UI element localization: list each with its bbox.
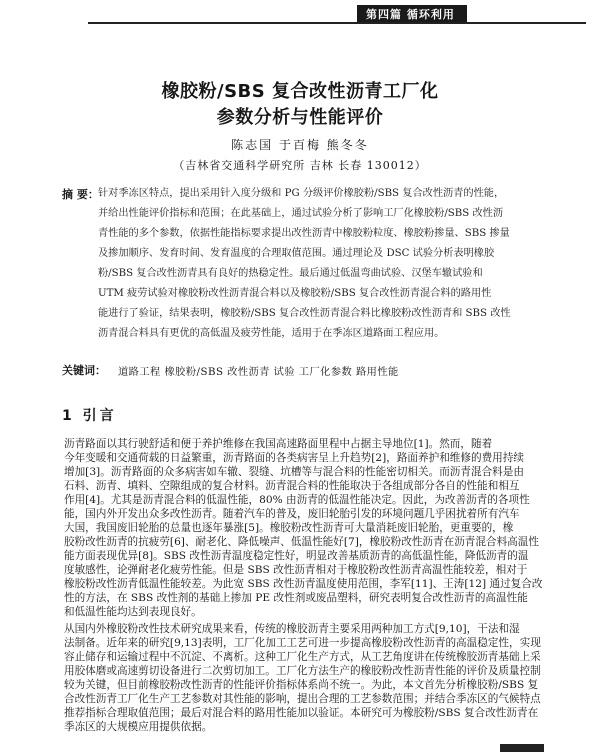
abstract-line: 并给出性能评价指标和范围；在此基础上，通过试验分析了影响工厂化橡胶粉/SBS 改性沥 xyxy=(98,208,504,219)
page-number-tab xyxy=(500,744,544,752)
abstract-line: 针对季冻区特点，提出采用针入度分级和 PG 分级评价橡胶粉/SBS 复合改性沥青的性能， xyxy=(98,188,505,199)
affiliation: （吉林省交通科学研究所 吉林 长春 130012） xyxy=(173,159,427,172)
body-line: 石料、沥青、填料、空隙组成的复合材料。沥青混合料的性能取决于各组成部分各自的性能和相互 xyxy=(64,480,520,492)
abstract-line: 粉/SBS 复合改性沥青具有良好的热稳定性。最后通过低温弯曲试验、汉堡车辙试验和 xyxy=(98,268,483,279)
body-line: 增加[3]。沥青路面的众多病害如车辙、裂缝、坑槽等与混合料的性能密切相关。而沥青混合料是由 xyxy=(64,466,524,478)
body-line: 较为关键，但目前橡胶粉改性沥青的性能评价指标体系尚不统一。为此，本文首先分析橡胶粉/SBS 复 xyxy=(64,679,539,691)
body-line: 作用[4]。尤其是沥青混合料的低温性能，80% 由沥青的低温性能决定。因此，为改善沥青的各项性 xyxy=(64,494,530,506)
running-header-text: 第四篇 循环利用 xyxy=(366,8,455,21)
body-line: 和低温性能均达到表现良好。 xyxy=(64,606,202,618)
paper-title-line-2: 参数分析与性能评价 xyxy=(216,107,384,128)
section-heading: 1 引言 xyxy=(62,408,117,424)
abstract-line: 青性能的多个参数，依据性能指标要求提出改性沥青中橡胶粉粒度、橡胶粉掺量、SBS 掺量 xyxy=(98,228,510,239)
abstract-line: 沥青混合料具有更优的高低温及疲劳性能，适用于在季冻区道路面工程应用。 xyxy=(98,328,445,339)
body-line: 度敏感性，论弹耐老化疲劳性能。但是 SBS 改性沥青相对于橡胶粉改性沥青高温性能较差，相对于 xyxy=(64,564,528,576)
abstract-line: 能进行了验证，结果表明，橡胶粉/SBS 复合改性沥青混合料比橡胶粉改性沥青和 SBS 改性 xyxy=(98,308,511,319)
paper-title-line-1: 橡胶粉/SBS 复合改性沥青工厂化 xyxy=(161,81,439,102)
body-line: 能，国内外开发出众多改性沥青。随着汽车的普及，废旧轮胎引发的环境问题几乎困扰着所有汽车 xyxy=(64,508,520,520)
body-line: 橡胶粉改性沥青低温性能较差。为此宽 SBS 改性沥青温度使用范围，李军[11]、王涛[12] 通过复合改 xyxy=(64,578,543,590)
body-line: 沥青路面以其行驶舒适和便于养护维修在我国高速路面里程中占据主导地位[1]。然而，随着 xyxy=(64,438,493,450)
keywords-label: 关键词： xyxy=(62,364,106,377)
body-line: 季冻区的大规模应用提供依据。 xyxy=(64,721,213,733)
body-line: 法制备。近年来的研究[9,13]表明，工厂化加工工艺可进一步提高橡胶粉改性沥青的高温稳定性，实现 xyxy=(64,637,541,649)
abstract-line: 及掺加顺序、发育时间、发育温度的合理取值范围。通过理论及 DSC 试验分析表明橡胶 xyxy=(98,248,495,259)
body-line: 性的方法，在 SBS 改性剂的基础上掺加 PE 改性剂或废品塑料，研究表明复合改性沥青的高温性能 xyxy=(64,592,528,604)
body-line: 大国，我国废旧轮胎的总量也逐年暴涨[5]。橡胶粉改性沥青可大量消耗废旧轮胎，更重要的，橡 xyxy=(64,522,514,534)
body-line: 用胶体磨或高速剪切设备进行二次剪切加工。工厂化方法生产的橡胶粉改性沥青性能的评价及质量控制 xyxy=(64,665,541,677)
header-rule xyxy=(88,22,586,24)
abstract-label: 摘 要： xyxy=(62,188,99,201)
keywords-text: 道路工程 橡胶粉/SBS 改性沥青 试验 工厂化参数 路用性能 xyxy=(118,367,399,378)
body-line: 胶粉改性沥青的抗疲劳[6]、耐老化、降低噪声、低温性能好[7]，橡胶粉改性沥青在沥青混合料高温性 xyxy=(64,536,539,548)
abstract-line: UTM 疲劳试验对橡胶粉改性沥青混合料以及橡胶粉/SBS 复合改性沥青混合料的路用性 xyxy=(98,288,492,299)
author-list: 陈志国 于百梅 熊冬冬 xyxy=(231,138,369,152)
body-line: 从国内外橡胶粉改性技术研究成果来看，传统的橡胶沥青主要采用两种加工方式[9,10]，干法和湿 xyxy=(64,623,520,635)
body-line: 容止储存和运输过程中不沉淀、不离析。这种工厂化生产方式，从工艺角度讲在传统橡胶沥青基础上采 xyxy=(64,651,541,663)
body-line: 今年变暖和交通荷载的日益繁重，沥青路面的各类病害呈上升趋势[2]，路面养护和维修的费用持续 xyxy=(64,452,524,464)
body-line: 合改性沥青工厂化生产工艺参数对其性能的影响，提出合理的工艺参数范围；并结合季冻区的气候特点 xyxy=(64,693,541,705)
body-line: 推荐指标合理取值范围；最后对混合料的路用性能加以验证。本研究可为橡胶粉/SBS 复合改性沥青在 xyxy=(64,707,539,719)
body-line: 能方面表现优异[8]。SBS 改性沥青温度稳定性好，明显改善基质沥青的高低温性能，降低沥青的温 xyxy=(64,550,529,562)
